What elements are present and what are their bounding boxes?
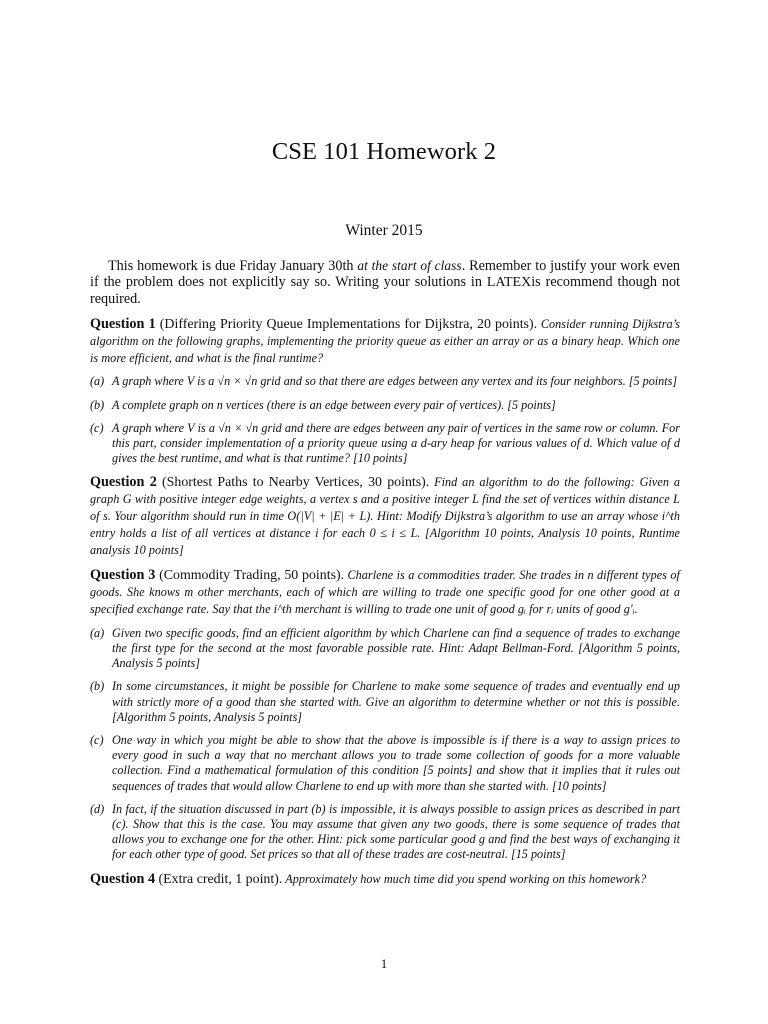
- question-2-text: Find an algorithm to do the following: Given a graph G with positive integer edge weights, a vertex s and a positive integer L find the set of vertices within distance L of s. Your algorithm should run in time O(|V| + |E| + L). Hint: Modify Dijkstra’s algorithm to use an array whose i^th entry holds a list of all vertices at distance i for each 0 ≤ i ≤ L. [Algorithm 10 points, Analysis 10 points, Runtime analysis 10 points]: [90, 475, 680, 557]
- question-1-part-a: [90, 374, 680, 389]
- question-1: [90, 316, 680, 466]
- question-4-head: Question 4: [90, 870, 156, 887]
- question-3-part-a: [90, 626, 680, 672]
- page-number: 1: [380, 956, 388, 971]
- question-4: [90, 871, 680, 888]
- intro-text-1: This homework is due Friday January 30th: [108, 258, 358, 274]
- part-text: A graph where V is a √n × √n grid and so that there are edges between any vertex and its four neighbors. [5 points]: [112, 374, 678, 389]
- question-3: [90, 567, 680, 862]
- part-text: A complete graph on n vertices (there is an edge between every pair of vertices). [5 points]: [112, 397, 556, 412]
- intro-paragraph: [90, 258, 680, 307]
- part-label: (b): [90, 679, 105, 694]
- document-body: [90, 258, 680, 887]
- part-label: (c): [90, 733, 104, 747]
- intro-text-2: . Remember to justify your work even if the problem does not explicitly say so. Writing your solutions in: [90, 258, 681, 290]
- question-2: [90, 474, 680, 558]
- question-3-part-c: [90, 733, 680, 794]
- part-text: One way in which you might be able to show that the above is impossible is if there is a way to assign prices to every good in such a way that no merchant allows you to trade some collection of goods for a more valuable collection. Find a mathematical formulation of this condition [5 points] and show that it implies that it rules out sequences of trades that would allow Charlene to end up with more than she started with. [10 points]: [112, 733, 680, 793]
- part-text: Given two specific goods, find an efficient algorithm by which Charlene can find a sequence of trades to exchange the first type for the second at the most favorable possible rate. Hint: Adapt Bellman-Ford. [Algorithm 5 points, Analysis 5 points]: [112, 625, 680, 671]
- intro-text-3: is recommend though not required.: [90, 274, 680, 307]
- question-3-text: Charlene is a commodities trader. She trades in n different types of goods. She knows m other merchants, each of which are willing to trade one specific good for one other good at a specified exchange rate. Say that the i^th merchant is willing to trade one unit of good gᵢ for rᵢ units of good g′ᵢ.: [90, 568, 680, 616]
- intro-italic: at the start of class: [357, 258, 462, 273]
- question-1-parts: [90, 374, 680, 466]
- question-2-meta: (Shortest Paths to Nearby Vertices, 30 points).: [156, 475, 430, 491]
- document-term: Winter 2015: [345, 222, 423, 239]
- question-3-parts: [90, 626, 680, 863]
- question-3-part-b: [90, 679, 680, 725]
- question-1-text: Consider running Dijkstra’s algorithm on the following graphs, implementing the priority queue as either an array or as a binary heap. Which one is more efficient, and what is the final runtime?: [90, 317, 681, 365]
- part-label: (c): [90, 420, 104, 435]
- part-text: In fact, if the situation discussed in part (b) is impossible, it is always possible to assign prices as described in part (c). Show that this is the case. You may assume that given any two goods, there is some sequence of trades that allows you to exchange one for the other. Hint: pick some particular good g and find the best ways of exchanging it for each other type of good. Set prices so that all of these trades are cost-neutral. [15 points]: [112, 801, 680, 862]
- question-1-head: Question 1: [90, 316, 156, 332]
- part-text: In some circumstances, it might be possible for Charlene to make some sequence of trades and eventually end up with strictly more of a good than she started with. Give an algorithm to determine whether or not this is possible. [Algorithm 5 points, Analysis 5 points]: [112, 679, 680, 724]
- part-label: (a): [90, 374, 105, 389]
- question-3-head: Question 3: [90, 567, 156, 584]
- latex-logo: LATEX: [486, 275, 532, 290]
- question-1-meta: (Differing Priority Queue Implementations for Dijkstra, 20 points).: [155, 317, 538, 332]
- part-label: (d): [90, 801, 105, 816]
- part-label: (b): [90, 397, 105, 412]
- question-2-head: Question 2: [90, 474, 157, 491]
- part-text: A graph where V is a √n × √n grid and there are edges between any pair of vertices in the same row or column. For this part, consider implementation of a priority queue using a d-ary heap for various values of d. Which value of d gives the best runtime, and what is that runtime? [10 points]: [112, 420, 680, 466]
- document-title: CSE 101 Homework 2: [271, 138, 497, 165]
- question-1-part-c: [90, 421, 680, 467]
- question-3-part-d: [90, 802, 680, 863]
- part-label: (a): [90, 625, 105, 640]
- question-4-text: Approximately how much time did you spend working on this homework?: [282, 871, 647, 886]
- question-3-meta: (Commodity Trading, 50 points).: [155, 568, 345, 584]
- question-1-part-b: [90, 398, 680, 413]
- question-4-meta: (Extra credit, 1 point).: [155, 871, 283, 887]
